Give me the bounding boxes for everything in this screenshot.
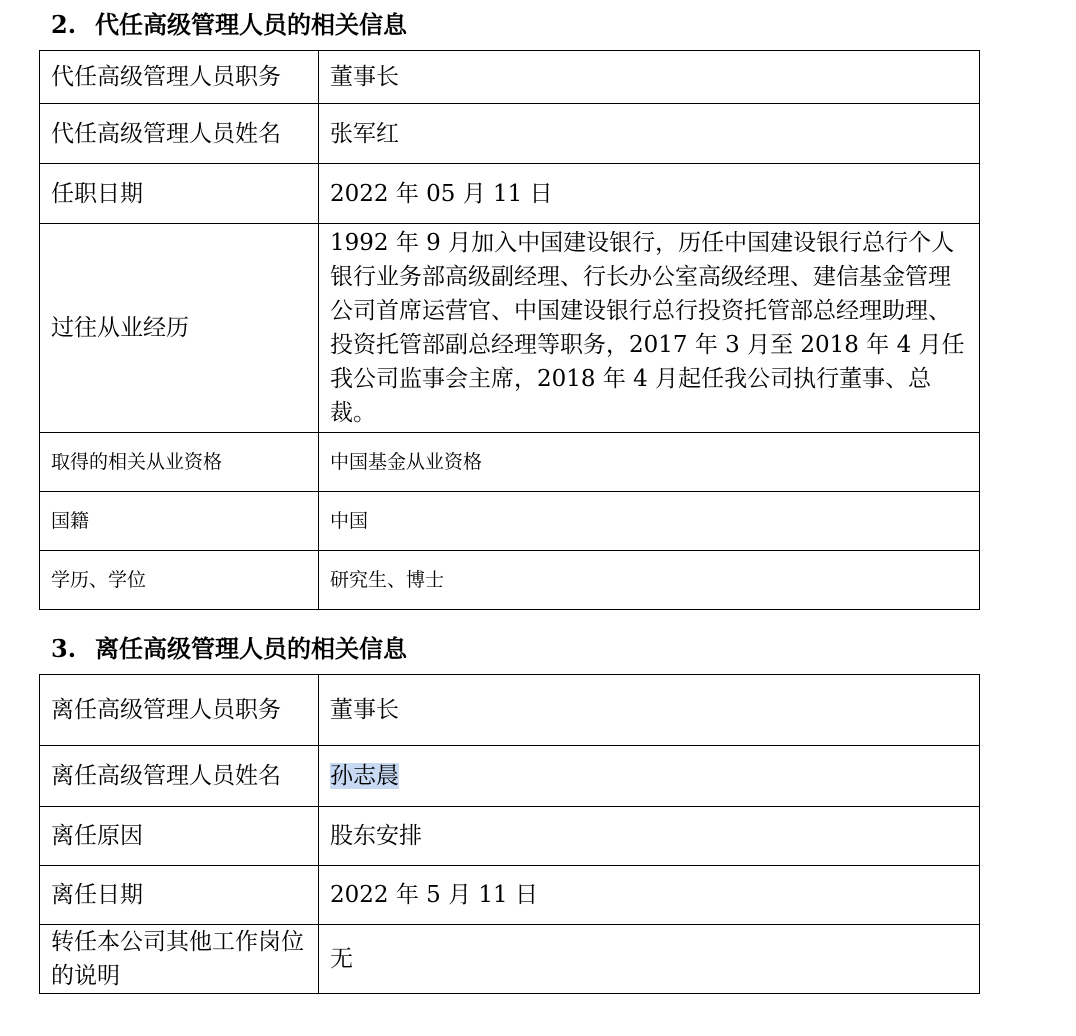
row-value: 中国基金从业资格: [319, 433, 980, 492]
section-2-number: 2.: [51, 10, 77, 39]
row-value: 张军红: [319, 104, 980, 164]
row-value: 股东安排: [319, 807, 980, 866]
section-3-title: 离任高级管理人员的相关信息: [95, 634, 407, 663]
section-3-heading: [51, 634, 407, 664]
row-label: 离任高级管理人员职务: [40, 675, 319, 746]
table-row: [40, 492, 980, 551]
row-value: 中国: [319, 492, 980, 551]
section-2-title: 代任高级管理人员的相关信息: [95, 10, 407, 39]
table-row: [40, 51, 980, 104]
row-label: 转任本公司其他工作岗位的说明: [40, 925, 319, 994]
row-label: 任职日期: [40, 164, 319, 224]
row-label: 离任日期: [40, 866, 319, 925]
row-value: 1992 年 9 月加入中国建设银行，历任中国建设银行总行个人银行业务部高级副经理、行长办公室高级经理、建信基金管理公司首席运营官、中国建设银行总行投资托管部总经理助理、投资托管部副总经理等职务，2017 年 3 月至 2018 年 4 月任我公司监事会主席，2018 年 4 月起任我公司执行董事、总裁。: [319, 224, 980, 433]
section-3-number: 3.: [51, 634, 77, 663]
table-row: [40, 807, 980, 866]
row-label: 代任高级管理人员职务: [40, 51, 319, 104]
table-row: [40, 224, 980, 433]
table-row: [40, 104, 980, 164]
row-value: 2022 年 05 月 11 日: [319, 164, 980, 224]
row-label: 取得的相关从业资格: [40, 433, 319, 492]
table-row: [40, 675, 980, 746]
row-label: 离任原因: [40, 807, 319, 866]
row-value: 无: [319, 925, 980, 994]
departing-executive-table: [39, 674, 980, 994]
table-row: [40, 551, 980, 610]
row-label: 代任高级管理人员姓名: [40, 104, 319, 164]
table-row: [40, 925, 980, 994]
row-label: 过往从业经历: [40, 224, 319, 433]
row-value: [319, 746, 980, 807]
row-label: 国籍: [40, 492, 319, 551]
row-value: 2022 年 5 月 11 日: [319, 866, 980, 925]
row-label: 学历、学位: [40, 551, 319, 610]
table-row: [40, 433, 980, 492]
table-row: [40, 866, 980, 925]
acting-executive-table: [39, 50, 980, 610]
table-row: [40, 746, 980, 807]
row-label: 离任高级管理人员姓名: [40, 746, 319, 807]
row-value: 董事长: [319, 675, 980, 746]
selected-text[interactable]: 孙志晨: [330, 763, 399, 789]
section-2-heading: [51, 10, 407, 40]
row-value: 董事长: [319, 51, 980, 104]
table-row: [40, 164, 980, 224]
row-value: 研究生、博士: [319, 551, 980, 610]
